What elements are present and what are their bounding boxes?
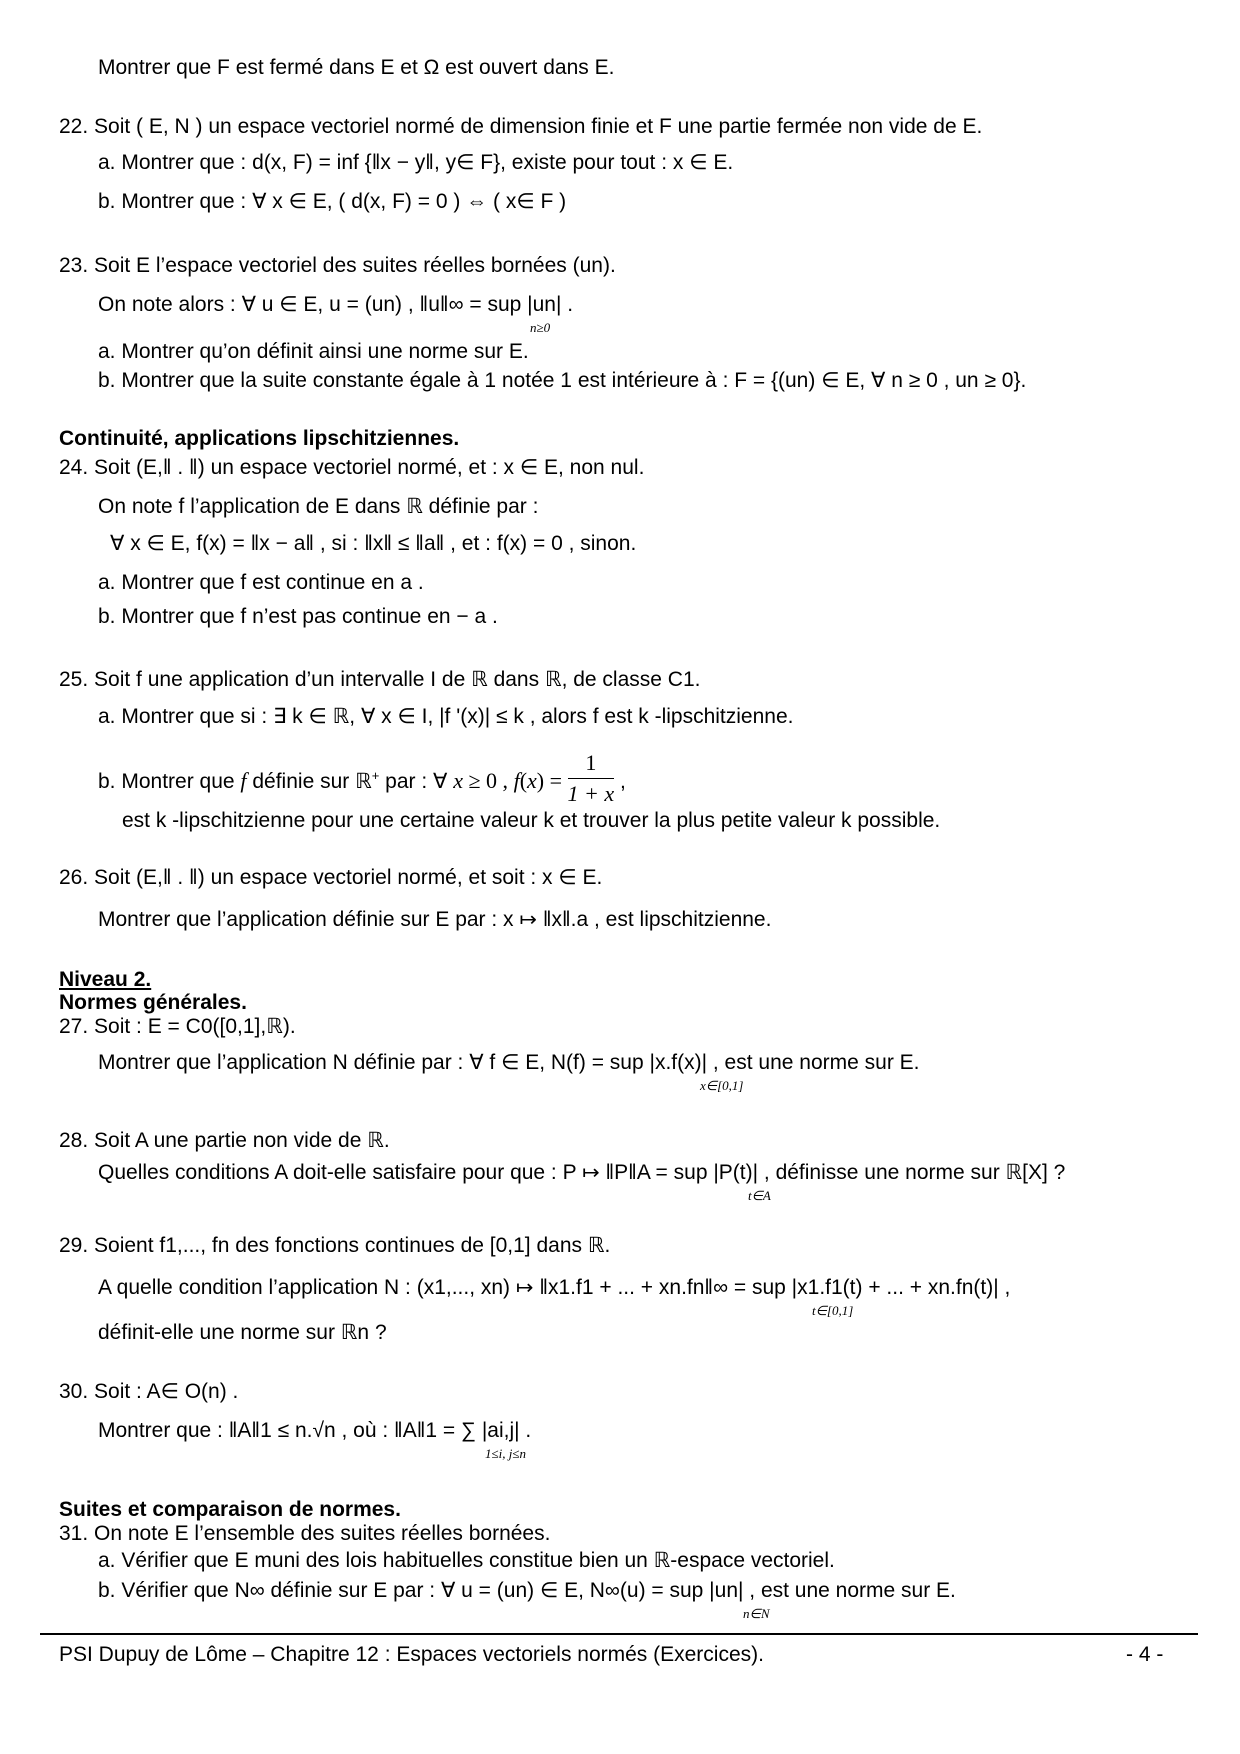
exercise-30-line-1: Montrer que : ‖A‖1 ≤ n.√n , où : ‖A‖1 = ∑ |ai,j| . [98,1419,532,1442]
exercise-24-part-a: a. Montrer que f est continue en a . [98,571,424,594]
exercise-23-part-a: a. Montrer qu’on définit ainsi une norme sur E. [98,340,529,363]
exercise-22-part-a: a. Montrer que : d(x, F) = inf {‖x − y‖, y∈ F}, existe pour tout : x ∈ E. [98,151,734,174]
intro-line: Montrer que F est fermé dans E et Ω est ouvert dans E. [98,56,615,79]
exercise-30-statement: 30. Soit : A∈ O(n) . [59,1380,239,1403]
exercise-23-definition: On note alors : ∀ u ∈ E, u = (un) , ‖u‖∞ = sup |un| . [98,293,574,316]
exercise-22-statement: 22. Soit ( E, N ) un espace vectoriel normé de dimension finie et F une partie fermée non vide de E. [59,115,983,138]
level-heading: Niveau 2. [59,968,152,991]
footer-page-number: - 4 - [1126,1643,1164,1666]
section-heading-suites: Suites et comparaison de normes. [59,1498,401,1521]
exercise-25-statement: 25. Soit f une application d’un intervalle I de ℝ dans ℝ, de classe C1. [59,668,701,691]
exercise-28-statement: 28. Soit A une partie non vide de ℝ. [59,1129,390,1152]
exercise-25-part-b-prefix: b. Montrer que f définie sur ℝ+ par : ∀ x ≥ 0 , f(x) = $\frac{1}{1 + x}$ , [98,752,626,813]
exercise-27-line-1: Montrer que l’application N définie par : ∀ f ∈ E, N(f) = sup |x.f(x)| , est une norme sur E. [98,1051,920,1074]
exercise-29-statement: 29. Soient f1,..., fn des fonctions continues de [0,1] dans ℝ. [59,1234,611,1257]
exercise-22-part-b: b. Montrer que : ∀ x ∈ E, ( d(x, F) = 0 ) ⇔ ( x∈ F ) [98,190,567,213]
exercise-24-part-b: b. Montrer que f n’est pas continue en − a . [98,605,498,628]
section-heading-continuite: Continuité, applications lipschitziennes. [59,427,460,450]
exercise-27-statement: 27. Soit : E = C0([0,1],ℝ). [59,1015,296,1038]
fraction-1-over-1-plus-x: $\frac{1}{1 + x}$ [567,750,615,806]
exercise-31-part-b: b. Vérifier que N∞ définie sur E par : ∀ u = (un) ∈ E, N∞(u) = sup |un| , est une norme sur E. [98,1579,956,1602]
section-heading-normes: Normes générales. [59,991,247,1014]
exercise-23-sup-index: n≥0 [530,320,551,335]
exercise-24-line-1: On note f l’application de E dans ℝ définie par : [98,495,539,518]
exercise-25-part-a: a. Montrer que si : ∃ k ∈ ℝ, ∀ x ∈ I, |f '(x)| ≤ k , alors f est k -lipschitzienne. [98,705,794,728]
exercise-28-line-1: Quelles conditions A doit-elle satisfaire pour que : P ↦ ‖P‖A = sup |P(t)| , définisse une norme sur ℝ[X] ? [98,1161,1066,1184]
exercise-24-statement: 24. Soit (E,‖ . ‖) un espace vectoriel normé, et : x ∈ E, non nul. [59,456,645,479]
exercise-29-line-2: définit-elle une norme sur ℝn ? [98,1321,387,1344]
exercise-26-statement: 26. Soit (E,‖ . ‖) un espace vectoriel normé, et soit : x ∈ E. [59,866,603,889]
exercise-26-line-1: Montrer que l’application définie sur E par : x ↦ ‖x‖.a , est lipschitzienne. [98,908,772,931]
exercise-31-sup-index: n∈N [743,1606,770,1621]
footer-title: PSI Dupuy de Lôme – Chapitre 12 : Espaces vectoriels normés (Exercices). [59,1643,764,1666]
footer-rule [40,1633,1198,1635]
exercise-31-statement: 31. On note E l’ensemble des suites réelles bornées. [59,1522,551,1545]
exercise-31-part-a: a. Vérifier que E muni des lois habituelles constitue bien un ℝ-espace vectoriel. [98,1549,835,1572]
exercise-24-definition: ∀ x ∈ E, f(x) = ‖x − a‖ , si : ‖x‖ ≤ ‖a‖ , et : f(x) = 0 , sinon. [110,532,637,555]
exercise-25-part-b-continued: est k -lipschitzienne pour une certaine valeur k et trouver la plus petite valeur k possible. [122,809,941,832]
exercise-23-statement: 23. Soit E l’espace vectoriel des suites réelles bornées (un). [59,254,616,277]
exercise-29-line-1: A quelle condition l’application N : (x1,..., xn) ↦ ‖x1.f1 + ... + xn.fn‖∞ = sup |x1.f1(t) + ... + xn.fn(t)| , [98,1276,1011,1299]
exercise-28-sup-index: t∈A [748,1188,771,1203]
exercise-29-sup-index: t∈[0,1] [812,1303,854,1318]
exercise-23-part-b: b. Montrer que la suite constante égale à 1 notée 1 est intérieure à : F = {(un) ∈ E, ∀ n ≥ 0 , un ≥ 0}. [98,369,1027,392]
exercise-30-sum-index: 1≤i, j≤n [485,1446,526,1461]
exercise-27-sup-index: x∈[0,1] [700,1078,744,1093]
